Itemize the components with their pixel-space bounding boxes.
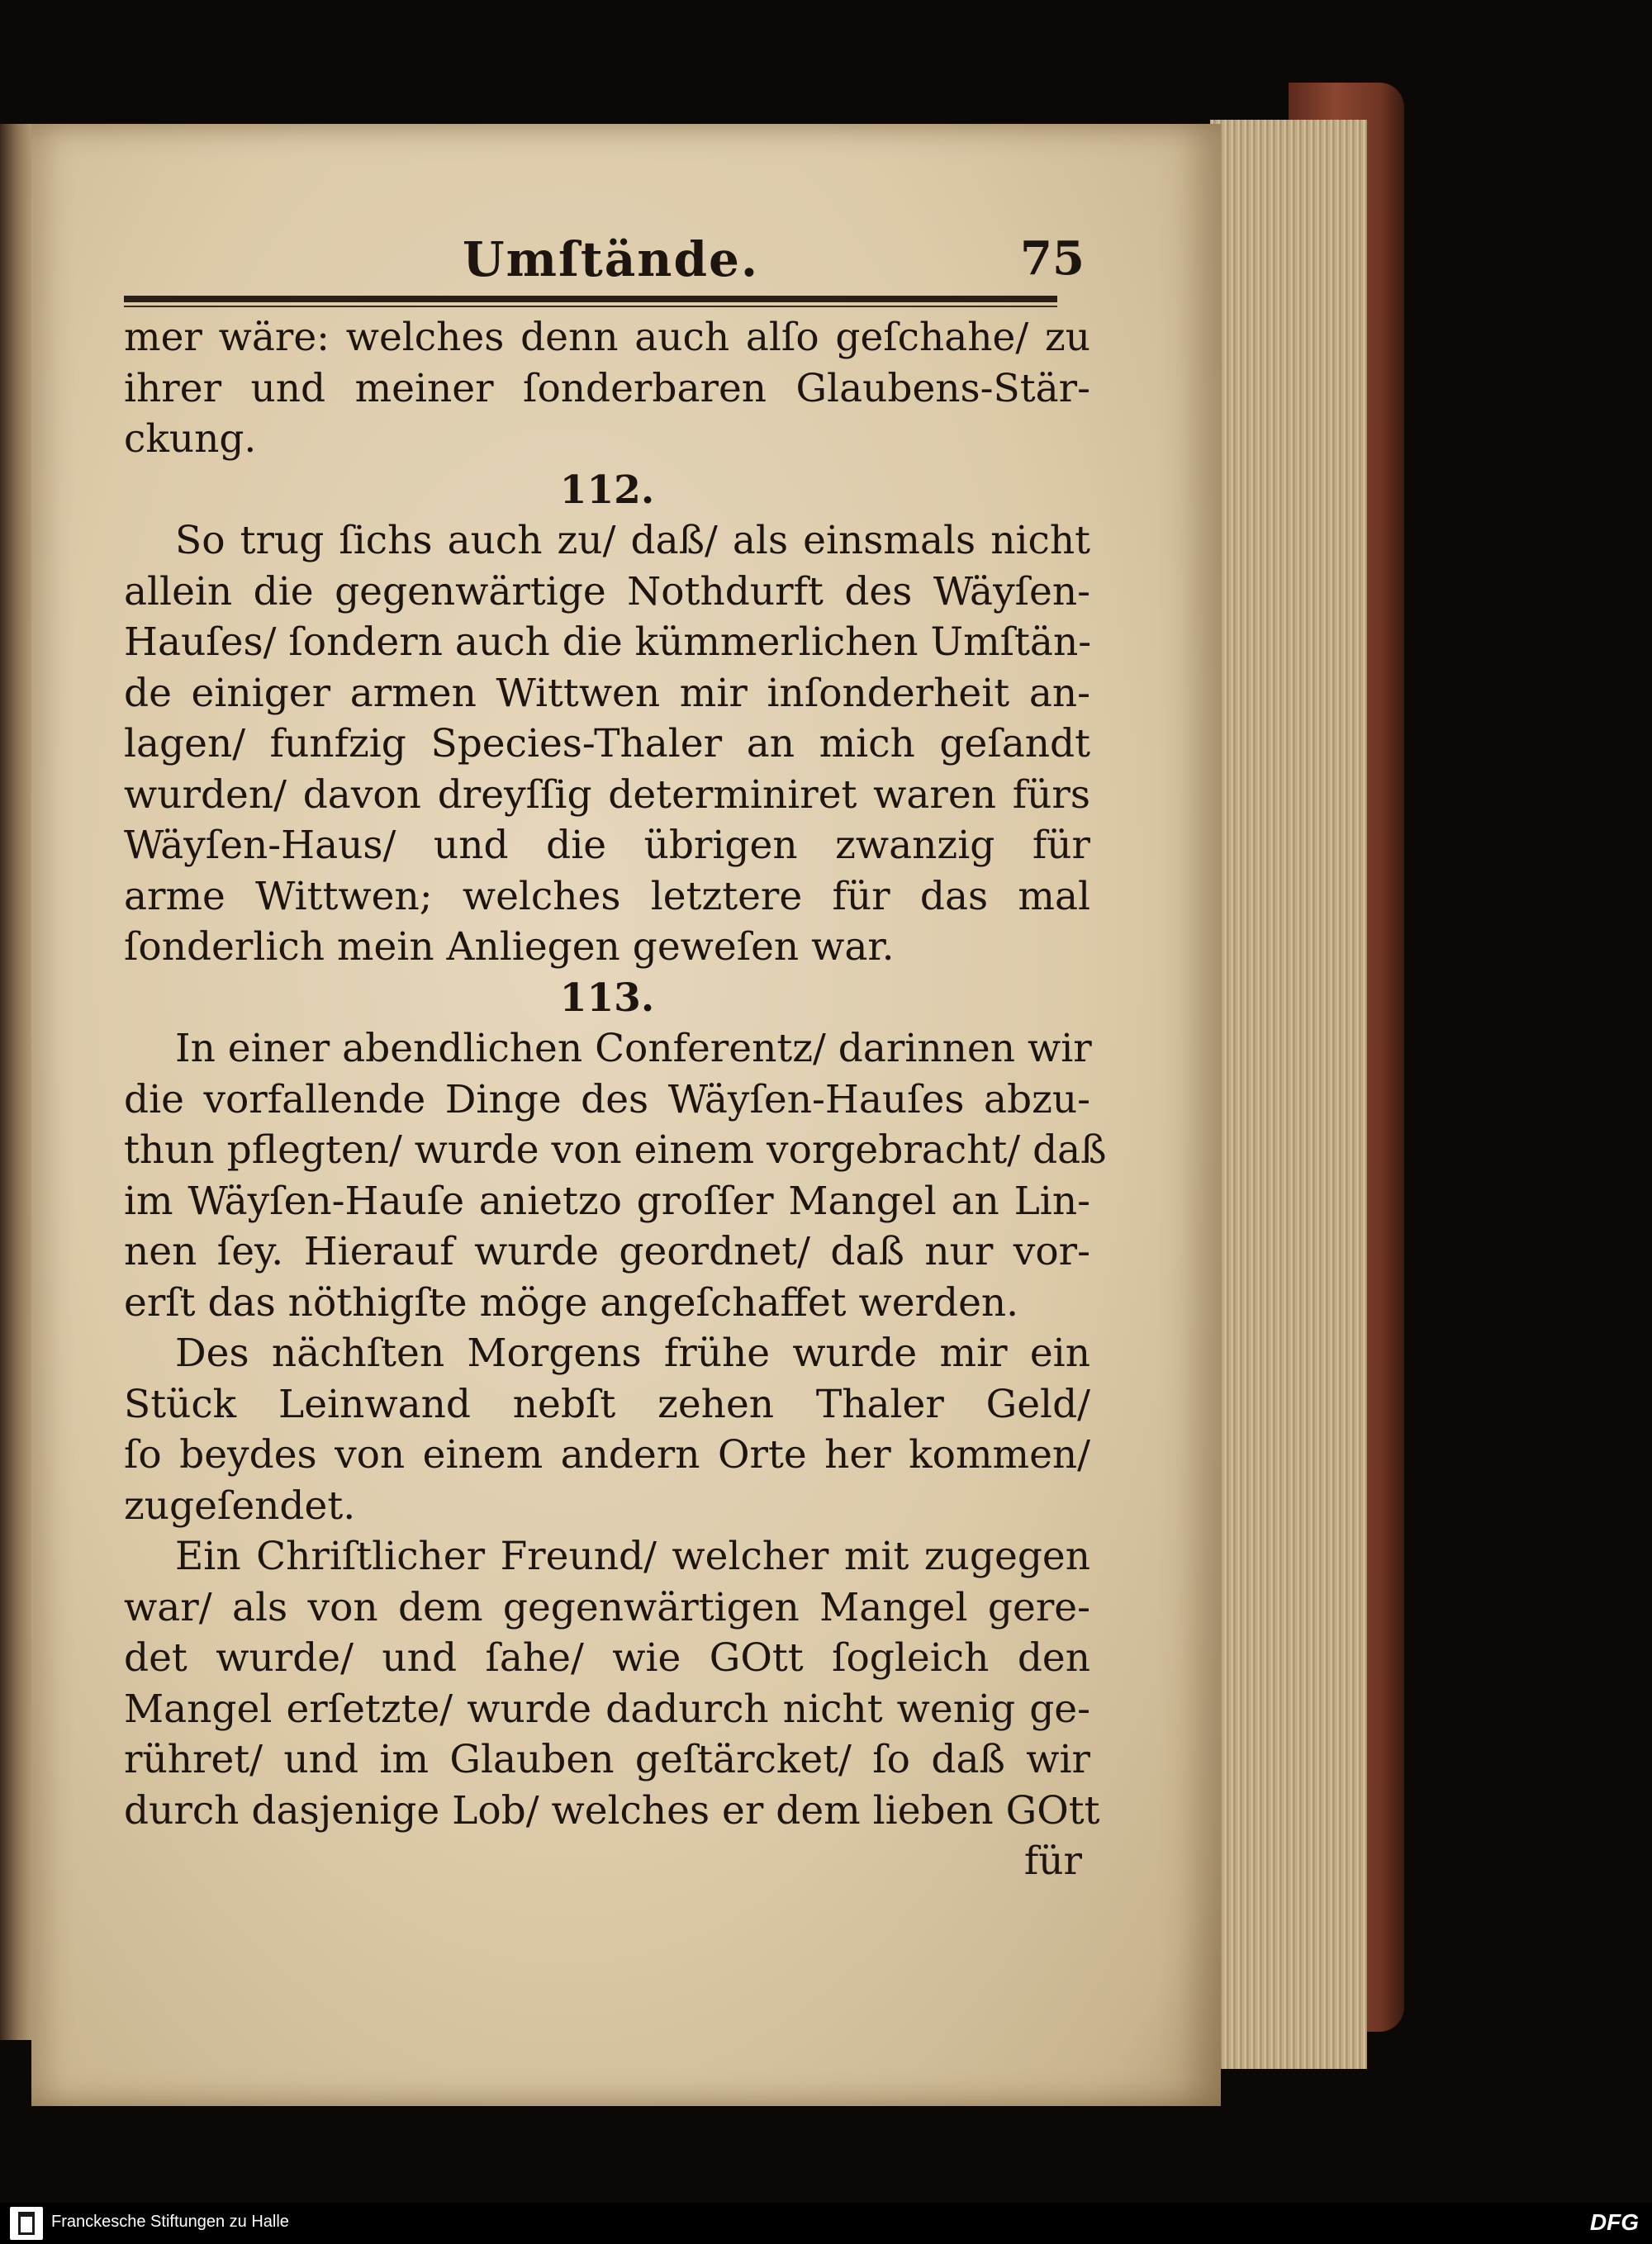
text-line: allein die gegenwärtige Nothdurft des Wäyſen-: [124, 568, 1090, 614]
text-line: arme Wittwen; welches letztere für das mal: [124, 873, 1090, 919]
institution-logo-icon[interactable]: [10, 2207, 43, 2240]
page-number: 75: [1020, 231, 1085, 286]
text-line: Mangel erſetzte/ wurde dadurch nicht wenig ge-: [124, 1686, 1090, 1732]
text-line: de einiger armen Wittwen mir inſonderheit an-: [124, 670, 1090, 716]
page-edges: [1210, 120, 1367, 2069]
text-line: war/ als von dem gegenwärtigen Mangel gere-: [124, 1584, 1090, 1630]
text-line: So trug ſichs auch zu/ daß/ als einsmals nicht: [175, 518, 1090, 563]
text-line: erſt das nöthigſte möge angeſchaffet werden.: [124, 1279, 1019, 1326]
institution-name[interactable]: Franckesche Stiftungen zu Halle: [51, 2213, 289, 2231]
text-line: ckung.: [124, 416, 257, 462]
text-line: Stück Leinwand nebſt zehen Thaler Geld/: [124, 1381, 1090, 1427]
text-line: thun pflegten/ wurde von einem vorgebracht/ daß: [124, 1127, 1107, 1173]
dfg-logo[interactable]: DFG: [1589, 2209, 1639, 2235]
text-line: det wurde/ und ſahe/ wie GOtt ſogleich den: [124, 1635, 1090, 1681]
left-page-edge: [0, 124, 33, 2040]
text-line: wurden/ davon dreyſſig determiniret waren fürs: [124, 771, 1090, 818]
text-line: im Wäyſen-Hauſe anietzo groſſer Mangel an Lin-: [124, 1178, 1090, 1224]
text-line: zugeſendet.: [124, 1483, 356, 1529]
text-line: In einer abendlichen Conferentz/ darinnen wir: [175, 1026, 1092, 1071]
text-line: die vorfallende Dinge des Wäyſen-Hauſes abzu-: [124, 1076, 1090, 1122]
catchword: für: [1023, 1838, 1082, 1884]
text-line: nen ſey. Hierauf wurde geordnet/ daß nur vor-: [124, 1229, 1090, 1274]
building-icon: [18, 2212, 35, 2235]
text-line: Wäyſen-Haus/ und die übrigen zwanzig für: [124, 823, 1090, 868]
text-line: durch dasjenige Lob/ welches er dem lieben GOtt: [124, 1787, 1100, 1834]
running-head: Umſtände.: [463, 231, 760, 287]
text-line: lagen/ funfzig Species-Thaler an mich geſandt: [124, 721, 1090, 766]
text-line: Ein Chriſtlicher Freund/ welcher mit zugegen: [175, 1534, 1090, 1579]
footer-bar: [0, 2203, 1652, 2244]
text-line: Des nächſten Morgens frühe wurde mir ein: [175, 1331, 1090, 1376]
body-text: [124, 312, 1107, 1887]
header-rule: [124, 296, 1057, 302]
text-line: Hauſes/ ſondern auch die kümmerlichen Umſtän-: [124, 619, 1092, 665]
text-line: mer wäre: welches denn auch alſo geſchahe/ zu: [124, 315, 1090, 360]
text-line: ſonderlich mein Anliegen geweſen war.: [124, 924, 895, 970]
text-line: ſo beydes von einem andern Orte her kommen/: [124, 1432, 1090, 1478]
text-line: rühret/ und im Glauben geſtärcket/ ſo daß wir: [124, 1737, 1090, 1782]
section-number: 113.: [559, 975, 655, 1021]
text-line: ihrer und meiner ſonderbaren Glaubens-Stär-: [124, 365, 1090, 411]
section-number: 112.: [559, 467, 655, 513]
